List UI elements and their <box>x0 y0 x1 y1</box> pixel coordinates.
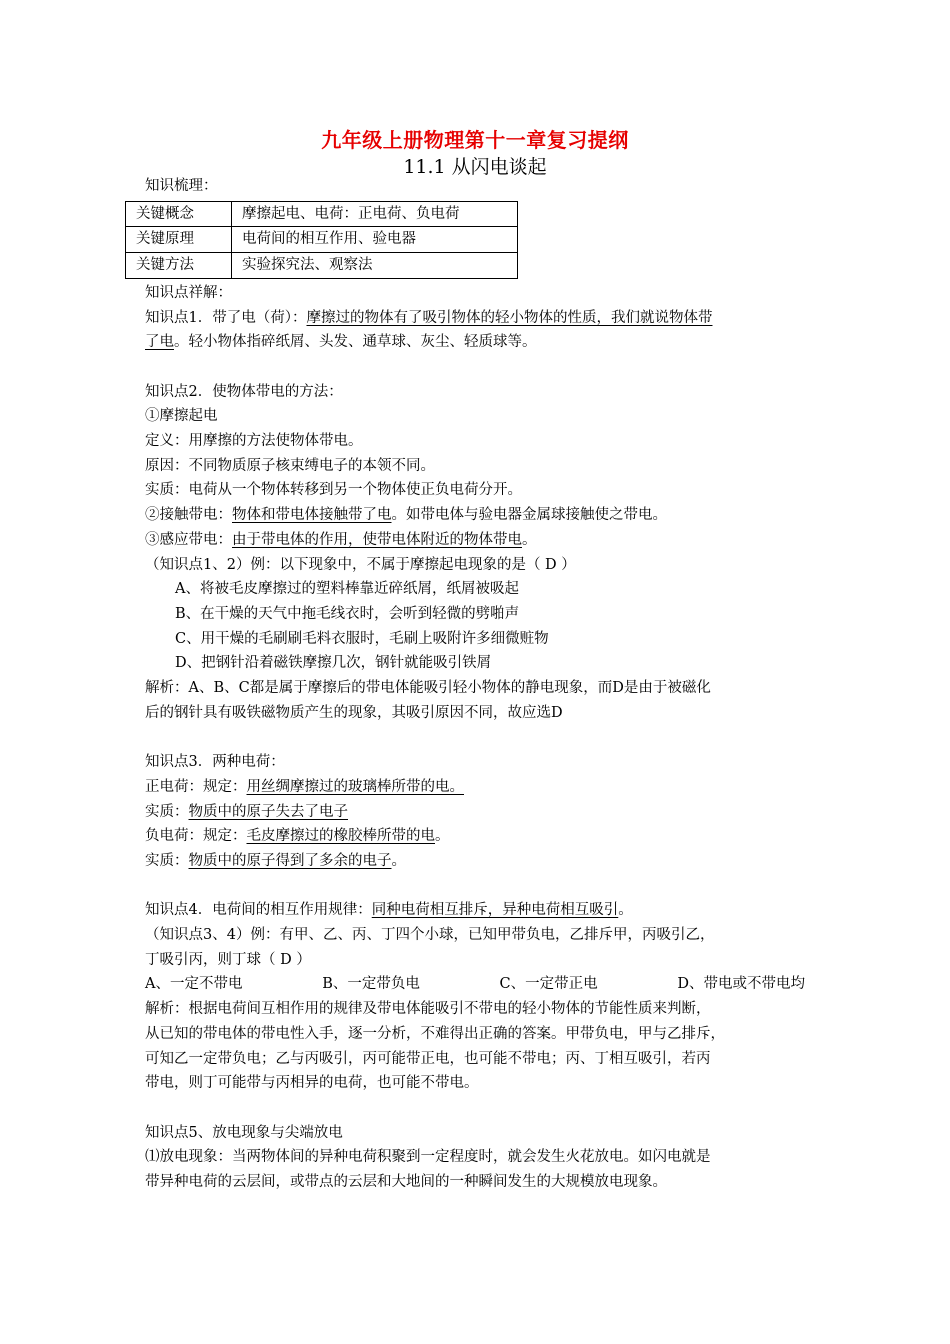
kp1-underline2: 了电 <box>145 334 174 351</box>
kp2-m3-rest: 。 <box>522 531 537 548</box>
kp4-options <box>145 972 805 997</box>
overview-label: 知识梳理： <box>145 178 218 194</box>
kp1-prefix: 知识点1．带了电（荷）： <box>145 309 307 326</box>
kp4-underline: 同种电荷相互排斥，异种电荷相互吸引 <box>371 902 619 919</box>
kp2-option-b: B、在干燥的天气中拖毛线衣时，会听到轻微的劈啪声 <box>175 605 520 622</box>
kp1-line1 <box>145 306 815 331</box>
kp3-positive <box>145 775 815 800</box>
kp2-heading: 知识点2．使物体带电的方法： <box>145 383 343 400</box>
kp2-m2-underline: 物体和带电体接触带了电 <box>232 507 392 524</box>
table-value: 摩擦起电、电荷：正电荷、负电荷 <box>232 201 518 227</box>
kp2-method1: ①摩擦起电 <box>145 408 218 425</box>
key-concepts-table <box>125 201 518 279</box>
kp2-analysis2: 后的钢针具有吸铁磁物质产生的现象，其吸引原因不同，故应选D <box>145 704 563 721</box>
kp4-option-b: B、一定带负电 <box>322 976 420 993</box>
table-row <box>126 227 518 253</box>
kp4-option-d: D、带电或不带电均 <box>677 976 805 993</box>
kp3-neg-prefix: 负电荷：规定： <box>145 828 247 845</box>
kp2-option-d: D、把钢针沿着磁铁摩擦几次，钢针就能吸引铁屑 <box>175 655 492 672</box>
kp3-neg-ess-rest: 。 <box>391 852 406 869</box>
kp3-pos-ess-underline: 物质中的原子失去了电子 <box>188 803 348 820</box>
kp3-positive-essence <box>145 800 815 825</box>
kp3-negative-essence <box>145 849 815 874</box>
kp3-neg-ess-prefix: 实质： <box>145 852 189 869</box>
detail-label: 知识点祥解： <box>145 284 232 301</box>
kp3-negative <box>145 824 815 849</box>
kp1-underline1: 摩擦过的物体有了吸引物体的轻小物体的性质，我们就说物体带 <box>306 309 713 326</box>
kp3-pos-underline: 用丝绸摩擦过的玻璃棒所带的电。 <box>246 778 464 795</box>
kp3-neg-ess-underline: 物质中的原子得到了多余的电子 <box>188 852 392 869</box>
kp2-definition: 定义：用摩擦的方法使物体带电。 <box>145 433 363 450</box>
kp2-option-a: A、将被毛皮摩擦过的塑料棒靠近碎纸屑，纸屑被吸起 <box>175 581 519 598</box>
kp4-analysis4: 带电，则丁可能带与丙相异的电荷，也可能不带电。 <box>145 1075 479 1092</box>
kp1-rest: 。轻小物体指碎纸屑、头发、通草球、灰尘、轻质球等。 <box>174 334 537 351</box>
kp2-m2-rest: 。如带电体与验电器金属球接触使之带电。 <box>391 507 667 524</box>
kp4-analysis3: 可知乙一定带负电；乙与丙吸引，丙可能带正电，也可能不带电；丙、丁相互吸引，若丙 <box>145 1050 711 1067</box>
section-title: 11.1 从闪电谈起 <box>403 156 547 178</box>
kp3-heading: 知识点3．两种电荷： <box>145 754 285 771</box>
table-key: 关键原理 <box>126 227 232 253</box>
document-body <box>136 174 815 1195</box>
kp2-essence: 实质：电荷从一个物体转移到另一个物体使正负电荷分开。 <box>145 482 522 499</box>
kp2-example: （知识点1、2）例：以下现象中，不属于摩擦起电现象的是（ D ） <box>145 556 576 573</box>
kp4-option-a: A、一定不带电 <box>145 976 243 993</box>
kp4-analysis2: 从已知的带电体的带电性入手，逐一分析，不难得出正确的答案。甲带负电，甲与乙排斥， <box>145 1025 725 1042</box>
table-key: 关键概念 <box>126 201 232 227</box>
kp2-method3 <box>145 528 815 553</box>
table-key: 关键方法 <box>126 253 232 279</box>
kp2-method2 <box>145 503 815 528</box>
kp4-example2: 丁吸引丙，则丁球（ D ） <box>145 951 311 968</box>
kp4-example1: （知识点3、4）例：有甲、乙、丙、丁四个小球，已知甲带负电，乙排斥甲，丙吸引乙， <box>145 927 715 944</box>
kp4-option-c: C、一定带正电 <box>499 976 598 993</box>
kp1-line2 <box>145 330 815 355</box>
kp5-line2: 带异种电荷的云层间，或带点的云层和大地间的一种瞬间发生的大规模放电现象。 <box>145 1174 667 1191</box>
kp4-heading <box>145 898 815 923</box>
kp3-neg-underline: 毛皮摩擦过的橡胶棒所带的电 <box>246 828 435 845</box>
table-value: 电荷间的相互作用、验电器 <box>232 227 518 253</box>
kp5-line1: ⑴放电现象：当两物体间的异种电荷积聚到一定程度时，就会发生火花放电。如闪电就是 <box>145 1149 711 1166</box>
kp4-analysis1: 解析：根据电荷间互相作用的规律及带电体能吸引不带电的轻小物体的节能性质来判断， <box>145 1001 711 1018</box>
kp4-rest: 。 <box>618 902 633 919</box>
kp2-option-c: C、用干燥的毛刷刷毛料衣服时，毛刷上吸附许多细微赃物 <box>175 630 549 647</box>
kp5-heading: 知识点5、放电现象与尖端放电 <box>145 1124 343 1141</box>
kp4-prefix: 知识点4．电荷间的相互作用规律： <box>145 902 372 919</box>
kp3-pos-prefix: 正电荷：规定： <box>145 778 247 795</box>
kp2-m3-prefix: ③感应带电： <box>145 531 232 548</box>
kp3-pos-ess-prefix: 实质： <box>145 803 189 820</box>
table-row <box>126 253 518 279</box>
kp2-cause: 原因：不同物质原子核束缚电子的本领不同。 <box>145 457 435 474</box>
kp2-m3-underline: 由于带电体的作用，使带电体附近的物体带电 <box>232 531 522 548</box>
table-row <box>126 201 518 227</box>
table-value: 实验探究法、观察法 <box>232 253 518 279</box>
document-title: 九年级上册物理第十一章复习提纲 <box>321 128 629 152</box>
kp3-neg-rest: 。 <box>435 828 450 845</box>
kp2-analysis1: 解析：A、B、C都是属于摩擦后的带电体能吸引轻小物体的静电现象，而D是由于被磁化 <box>145 680 711 697</box>
kp2-m2-prefix: ②接触带电： <box>145 507 232 524</box>
